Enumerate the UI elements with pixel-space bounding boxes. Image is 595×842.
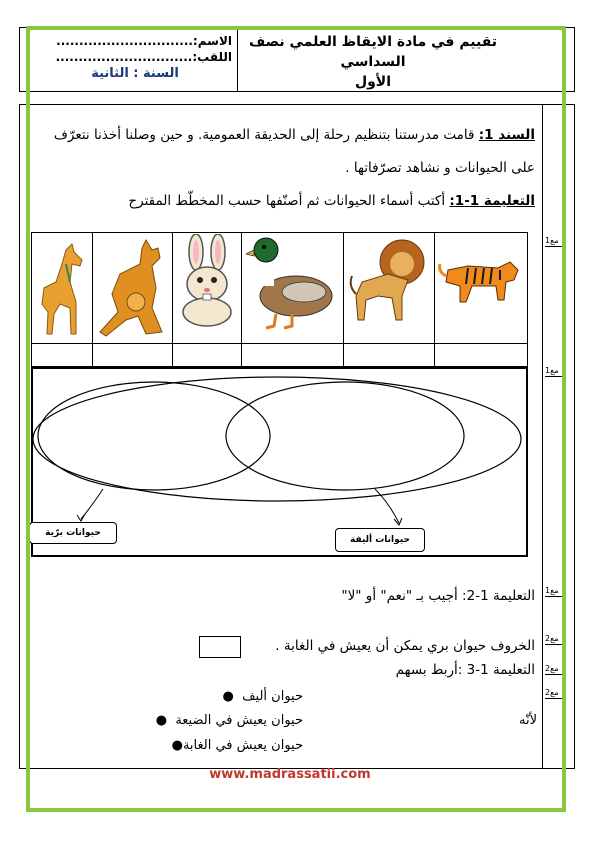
context-text-1: قامت مدرستنا بتنظيم رحلة إلى الحديقة العمومية. و حين وصلنا أخذنا نتعرّف [53, 127, 479, 143]
instruction-1-1-text: أكتب أسماء الحيوانات ثم أصنّفها حسب المخطّط المقترح [128, 193, 450, 209]
instruction-1-3: التعليمة 1-3 :أربط بسهم [395, 662, 535, 678]
grade-mark: مع1 [545, 586, 565, 597]
grade-mark: مع2 [545, 634, 565, 645]
school-year: السنة : الثانية [91, 66, 179, 81]
name-field[interactable]: الاسم:.............................. [56, 34, 232, 48]
because-label: لأنّه [518, 713, 537, 728]
option-forest[interactable]: حيوان يعيش في الغابة● [171, 738, 303, 753]
context-line-2: على الحيوانات و نشاهد تصرّفاتها . [345, 160, 535, 176]
wild-animals-tag: حيوانات برّية [29, 522, 117, 544]
grade-mark: مع2 [545, 664, 565, 675]
pet-animals-tag: حيوانات أليفة [335, 528, 425, 552]
surname-field[interactable]: اللقب:.............................. [55, 50, 232, 64]
context-label: السند 1: [478, 127, 535, 143]
title-line-1: تقييم في مادة الايقاظ العلمي نصف السداسي [248, 34, 498, 70]
grade-mark: مع2 [545, 688, 565, 699]
footer-url[interactable]: www.madrassatii.com [209, 767, 371, 782]
grade-mark: مع1 [545, 366, 565, 377]
page-border [26, 26, 566, 812]
sheep-statement: الخروف حيوان بري يمكن أن يعيش في الغابة . [275, 638, 535, 654]
instruction-1-2: التعليمة 1-2: أجيب بـ "نعم" أو "لا" [341, 588, 535, 604]
instruction-1-1-label: التعليمة 1-1: [449, 193, 535, 209]
grade-mark: مع1 [545, 236, 565, 247]
title-line-2: الأول [354, 74, 392, 90]
option-pet[interactable]: حيوان أليف ● [222, 689, 303, 704]
option-farm[interactable]: حيوان يعيش في الضيعة ● [155, 713, 303, 728]
